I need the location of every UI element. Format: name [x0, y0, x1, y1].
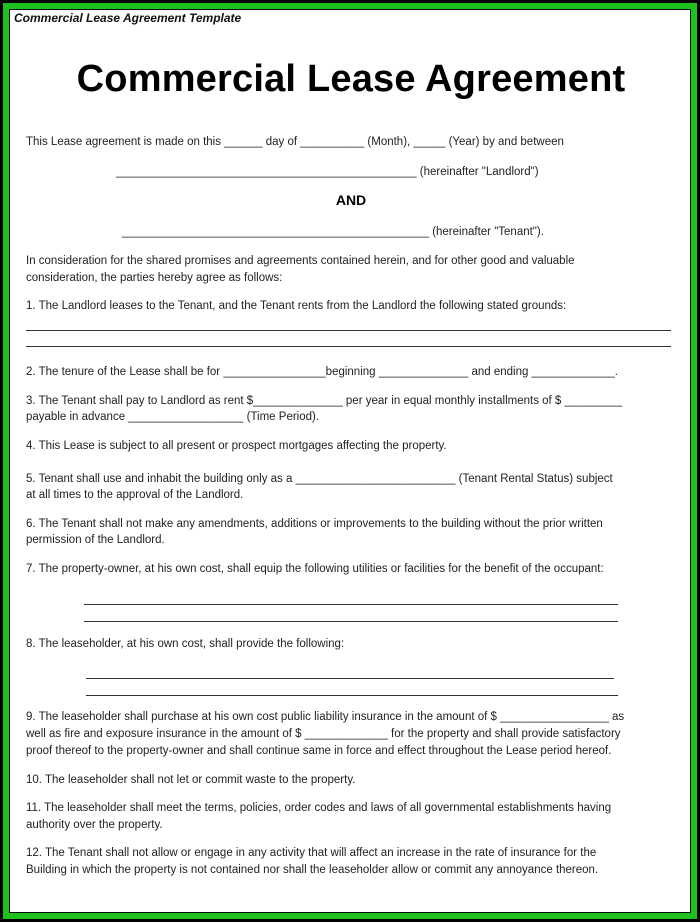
clause-11-line-2: authority over the property.: [26, 819, 163, 831]
clause-12-line-2: Building in which the property is not contained nor shall the leaseholder allow or commit any annoyance thereon.: [26, 864, 599, 876]
template-title: Commercial Lease Agreement Template: [14, 11, 242, 25]
consideration-line-1: In consideration for the shared promises and agreements contained herein, and for other good and valuable: [26, 255, 575, 267]
document-title: Commercial Lease Agreement: [76, 58, 626, 100]
clause-3-line-1: 3. The Tenant shall pay to Landlord as rent $______________ per year in equal monthly installments of $ _________: [26, 395, 623, 407]
clause-6-line-1: 6. The Tenant shall not make any amendments, additions or improvements to the building without the prior written: [26, 518, 603, 530]
blank-line: [84, 604, 618, 605]
clause-9-line-3: proof thereof to the property-owner and shall continue same in force and effect throughout the Lease period hereof.: [26, 745, 612, 757]
clause-9-line-1: 9. The leaseholder shall purchase at his own cost public liability insurance in the amount of $ _________________ as: [26, 711, 625, 723]
clause-6-line-2: permission of the Landlord.: [26, 534, 165, 546]
clause-8: 8. The leaseholder, at his own cost, shall provide the following:: [26, 638, 345, 650]
clause-11-line-1: 11. The leaseholder shall meet the terms, policies, order codes and laws of all governmental establishments having: [26, 802, 612, 814]
clause-4: 4. This Lease is subject to all present or prospect mortgages affecting the property.: [26, 440, 447, 452]
blank-line: [26, 330, 671, 331]
blank-line: [86, 695, 618, 696]
clause-3-line-2: payable in advance __________________ (Time Period).: [26, 411, 320, 423]
clause-5-line-1: 5. Tenant shall use and inhabit the building only as a _________________________ (Tenant Rental Status) subject: [26, 473, 613, 485]
clause-1: 1. The Landlord leases to the Tenant, and the Tenant rents from the Landlord the following stated grounds:: [26, 300, 567, 312]
intro-line: This Lease agreement is made on this ______ day of __________ (Month), _____ (Year) by and between: [26, 136, 564, 148]
clause-12-line-1: 12. The Tenant shall not allow or engage in any activity that will affect an increase in the rate of insurance for the: [26, 847, 597, 859]
blank-line: [26, 346, 671, 347]
landlord-line: _______________________________________________ (hereinafter "Landlord"): [116, 166, 539, 178]
clause-10: 10. The leaseholder shall not let or commit waste to the property.: [26, 774, 356, 786]
clause-5-line-2: at all times to the approval of the Landlord.: [26, 489, 244, 501]
clause-7: 7. The property-owner, at his own cost, shall equip the following utilities or facilities for the benefit of the occupant:: [26, 563, 604, 575]
and-label: AND: [335, 192, 367, 208]
document-page: [9, 9, 691, 913]
blank-line: [86, 678, 614, 679]
clause-2: 2. The tenure of the Lease shall be for ________________beginning ______________ and ending _____________.: [26, 366, 618, 378]
blank-line: [84, 621, 618, 622]
tenant-line: ________________________________________________ (hereinafter "Tenant").: [122, 226, 544, 238]
consideration-line-2: consideration, the parties hereby agree as follows:: [26, 272, 283, 284]
clause-9-line-2: well as fire and exposure insurance in the amount of $ _____________ for the property and shall provide satisfactory: [26, 728, 621, 740]
